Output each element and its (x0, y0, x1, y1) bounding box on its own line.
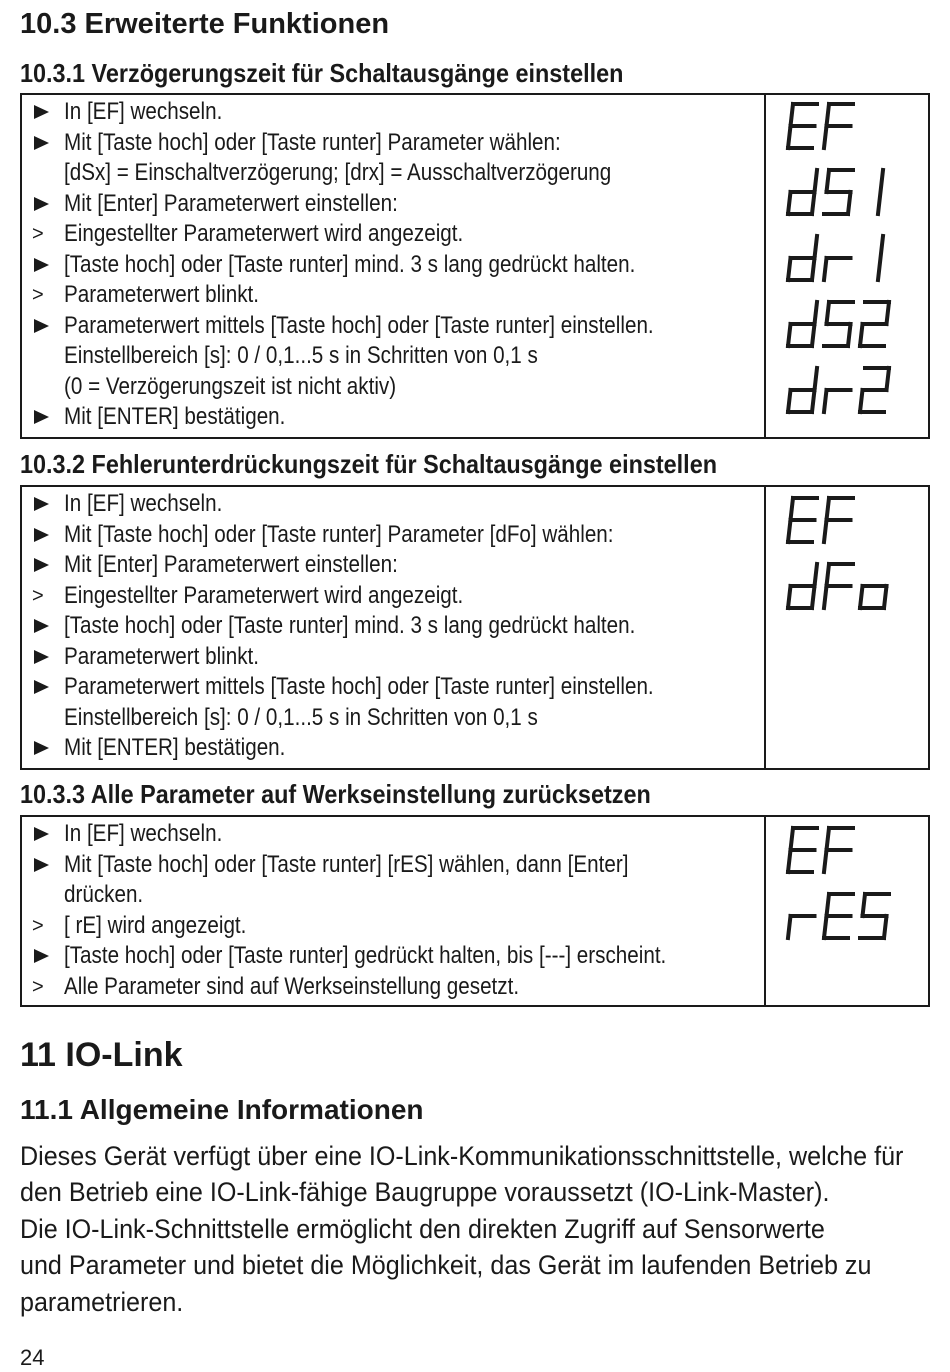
instruction-line (32, 189, 760, 220)
instruction-text: Mit [Enter] Parameterwert einstellen: (64, 189, 398, 217)
column-divider (764, 95, 766, 437)
display-readout (788, 894, 889, 938)
instruction-text: [dSx] = Einschaltverzögerung; [drx] = Ausschaltverzögerung (64, 159, 612, 186)
column-divider (764, 817, 766, 1005)
instruction-line (32, 911, 760, 942)
paragraph-line: und Parameter und bietet die Möglichkeit, das Gerät im laufenden Betrieb zu (20, 1250, 872, 1281)
display-readout (788, 498, 853, 542)
paragraph-line: den Betrieb eine IO-Link-fähige Baugruppe voraussetzt (IO-Link-Master). (20, 1177, 830, 1208)
paragraph-line: parametrieren. (20, 1286, 184, 1317)
subsection-11-1-heading: 11.1 Allgemeine Informationen (20, 1094, 424, 1125)
seven-segment-display (784, 492, 924, 622)
page-number: 24 (20, 1345, 45, 1370)
instruction-text: Eingestellter Parameterwert wird angezeigt. (64, 581, 464, 609)
arrow-right-icon (32, 128, 62, 159)
instruction-line (32, 520, 760, 551)
result-marker: > (32, 284, 44, 306)
arrow-right-icon (32, 520, 62, 551)
arrow-right-icon (32, 311, 62, 342)
instruction-line (32, 158, 760, 189)
section-10-3-heading: 10.3 Erweiterte Funktionen (20, 8, 390, 40)
continuation-indent (32, 372, 62, 403)
instruction-line (32, 97, 760, 128)
instruction-text: In [EF] wechseln. (64, 820, 223, 847)
instruction-text: Mit [Taste hoch] oder [Taste runter] [rES] wählen, dann [Enter] (64, 850, 629, 878)
instruction-line (32, 819, 760, 850)
display-readout (788, 170, 883, 214)
instruction-text: In [EF] wechseln. (64, 98, 223, 125)
instruction-text: Parameterwert mittels [Taste hoch] oder [Taste runter] einstellen. (64, 673, 654, 700)
seven-segment-display (784, 822, 924, 952)
instruction-text: Eingestellter Parameterwert wird angezeigt. (64, 220, 464, 247)
instruction-steps (32, 97, 760, 433)
paragraph-line: Dieses Gerät verfügt über eine IO-Link-Kommunikationsschnittstelle, welche für (20, 1141, 904, 1171)
instruction-text: Mit [Taste hoch] oder [Taste runter] Parameter [dFo] wählen: (64, 520, 614, 548)
instruction-line (32, 941, 760, 972)
instruction-line (32, 219, 760, 250)
arrow-right-icon (32, 733, 62, 764)
result-marker: > (32, 914, 44, 937)
subsection-10-3-3-heading: 10.3.3 Alle Parameter auf Werkseinstellung zurücksetzen (20, 779, 651, 809)
instruction-text: Parameterwert blinkt. (64, 281, 260, 308)
seven-segment-display (784, 98, 924, 428)
instruction-text: Parameterwert mittels [Taste hoch] oder [Taste runter] einstellen. (64, 311, 654, 339)
instruction-line (32, 550, 760, 581)
instruction-line (32, 642, 760, 673)
continuation-indent (32, 341, 62, 372)
subsection-10-3-2-heading: 10.3.2 Fehlerunterdrückungszeit für Schaltausgänge einstellen (20, 449, 718, 479)
instruction-text: Alle Parameter sind auf Werkseinstellung gesetzt. (64, 972, 520, 1000)
instruction-text: [ rE] wird angezeigt. (64, 911, 247, 939)
instruction-text: Einstellbereich [s]: 0 / 0,1...5 s in Schritten von 0,1 s (64, 703, 538, 731)
arrow-right-icon (32, 850, 62, 881)
arrow-right-icon (32, 489, 62, 520)
arrow-right-icon (32, 819, 62, 850)
io-link-paragraph (20, 1138, 904, 1320)
instruction-text: [Taste hoch] oder [Taste runter] gedrückt halten, bis [---] erscheint. (64, 942, 667, 969)
arrow-right-icon (32, 189, 62, 220)
result-marker: > (32, 223, 44, 245)
instruction-line (32, 733, 760, 764)
instruction-line (32, 128, 760, 159)
display-readout (788, 236, 883, 280)
display-readout (788, 104, 853, 148)
arrow-right-icon (32, 642, 62, 673)
instruction-line (32, 611, 760, 642)
instruction-text: Mit [Enter] Parameterwert einstellen: (64, 551, 398, 578)
section-11-heading: 11 IO-Link (20, 1036, 183, 1074)
instruction-text: Parameterwert blinkt. (64, 642, 260, 670)
instruction-text: [Taste hoch] oder [Taste runter] mind. 3 s lang gedrückt halten. (64, 612, 636, 639)
continuation-indent (32, 158, 62, 189)
paragraph-line: Die IO-Link-Schnittstelle ermöglicht den direkten Zugriff auf Sensorwerte (20, 1213, 825, 1244)
instruction-steps (32, 489, 760, 764)
arrow-right-icon (32, 97, 62, 128)
arrow-right-icon (32, 550, 62, 581)
instruction-line (32, 341, 760, 372)
column-divider (764, 487, 766, 768)
instruction-line (32, 489, 760, 520)
instruction-line (32, 581, 760, 612)
instruction-line (32, 372, 760, 403)
display-readout (788, 564, 887, 608)
instruction-line (32, 672, 760, 703)
result-marker: > (32, 584, 44, 607)
display-readout (788, 302, 889, 346)
continuation-indent (32, 880, 62, 911)
arrow-right-icon (32, 250, 62, 281)
instruction-text: drücken. (64, 881, 144, 908)
display-readout (788, 828, 853, 872)
arrow-right-icon (32, 611, 62, 642)
instruction-line (32, 280, 760, 311)
result-marker: > (32, 975, 44, 998)
instruction-line (32, 402, 760, 433)
instruction-line (32, 250, 760, 281)
instruction-text: (0 = Verzögerungszeit ist nicht aktiv) (64, 372, 397, 400)
instruction-line (32, 880, 760, 911)
instruction-text: [Taste hoch] oder [Taste runter] mind. 3 s lang gedrückt halten. (64, 250, 636, 278)
instruction-text: Mit [ENTER] bestätigen. (64, 734, 286, 761)
instruction-text: In [EF] wechseln. (64, 490, 223, 517)
instruction-text: Mit [Taste hoch] oder [Taste runter] Parameter wählen: (64, 128, 561, 156)
instruction-line (32, 703, 760, 734)
instruction-line (32, 972, 760, 1003)
instruction-text: Mit [ENTER] bestätigen. (64, 403, 286, 430)
arrow-right-icon (32, 672, 62, 703)
continuation-indent (32, 703, 62, 734)
display-readout (788, 368, 889, 412)
arrow-right-icon (32, 941, 62, 972)
instruction-steps (32, 819, 760, 1002)
instruction-line (32, 311, 760, 342)
instruction-line (32, 850, 760, 881)
subsection-10-3-1-heading: 10.3.1 Verzögerungszeit für Schaltausgänge einstellen (20, 58, 624, 88)
instruction-text: Einstellbereich [s]: 0 / 0,1...5 s in Schritten von 0,1 s (64, 342, 538, 369)
arrow-right-icon (32, 402, 62, 433)
